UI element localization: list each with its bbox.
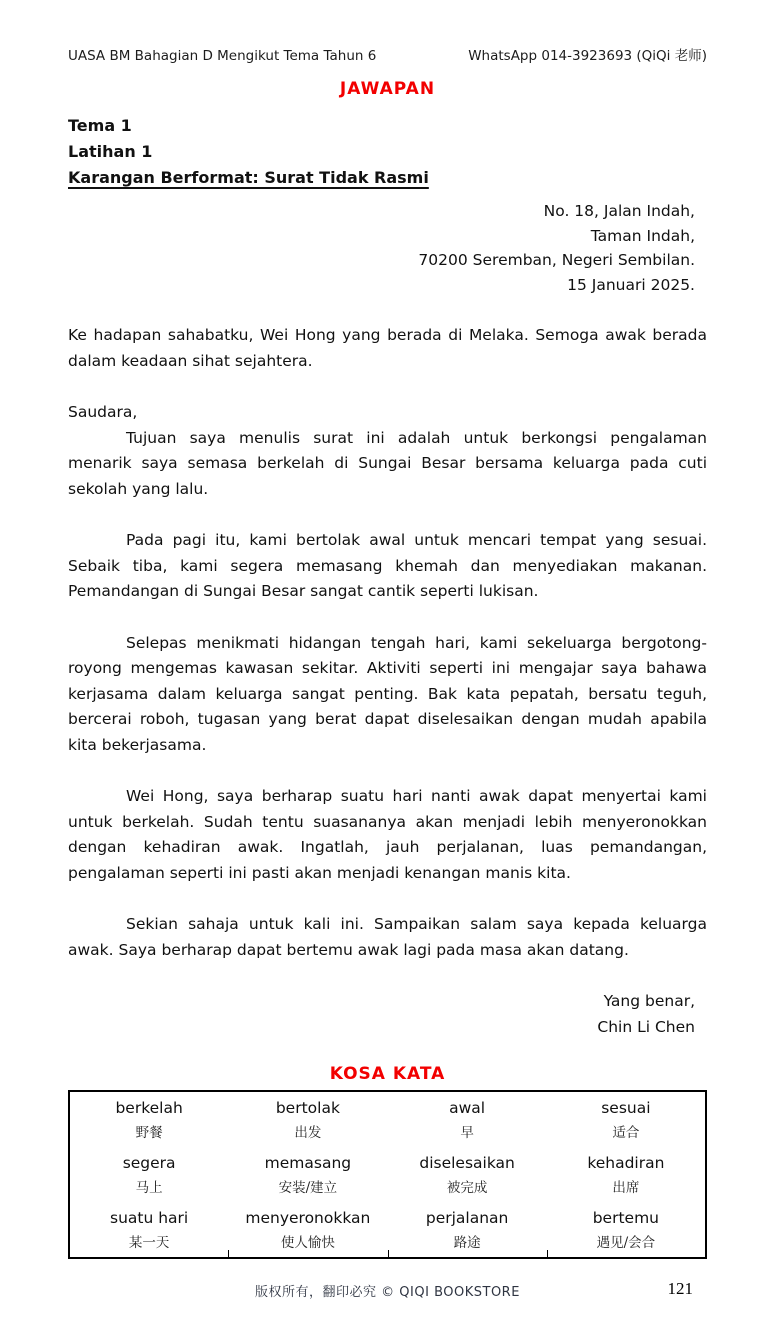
column-divider-tick: [388, 1250, 389, 1259]
latihan-heading: Latihan 1: [68, 142, 153, 161]
answer-heading: JAWAPAN: [339, 79, 436, 99]
vocab-table-wrap: [68, 1090, 707, 1259]
vocab-word: awal: [449, 1099, 486, 1117]
vocab-word: perjalanan: [425, 1209, 509, 1227]
vocab-word: bertolak: [275, 1099, 340, 1117]
vocab-word: kehadiran: [587, 1154, 665, 1172]
sender-address: [68, 199, 707, 297]
vocab-word: memasang: [264, 1154, 352, 1172]
section-headings: [68, 113, 707, 191]
page-header: [68, 44, 707, 64]
address-line: 70200 Seremban, Negeri Sembilan.: [418, 251, 695, 269]
letter-paragraph: Sekian sahaja untuk kali ini. Sampaikan salam saya kepada keluarga awak. Saya berharap dapat bertemu awak lagi pada masa akan datang.: [68, 915, 707, 959]
vocab-translation: 安装/建立: [278, 1180, 338, 1196]
table-row: [69, 1202, 706, 1227]
vocab-translation: 出发: [294, 1125, 322, 1141]
vocab-translation: 使人愉快: [280, 1235, 335, 1251]
column-divider-tick: [228, 1250, 229, 1259]
vocab-translation: 出席: [612, 1180, 640, 1196]
vocab-translation: 野餐: [135, 1125, 163, 1141]
header-left-text: UASA BM Bahagian D Mengikut Tema Tahun 6: [68, 48, 377, 64]
table-row: [69, 1147, 706, 1172]
kosa-kata-heading: KOSA KATA: [329, 1064, 446, 1084]
letter-body: [68, 323, 707, 963]
vocab-translation: 路途: [453, 1235, 481, 1251]
closing-phrase: Yang benar,: [603, 992, 695, 1010]
letter-paragraph: Wei Hong, saya berharap suatu hari nanti awak dapat menyertai kami untuk berkelah. Sudah tentu suasananya akan menjadi lebih menyeronokkan dengan kehadiran awak. Ingatlah, jauh perjalanan, luas pemandangan, pengalaman seperti ini pasti akan menjadi kenangan manis kita.: [68, 787, 707, 882]
letter-salutation: Saudara,: [68, 403, 138, 421]
vocab-translation: 某一天: [128, 1235, 170, 1251]
letter-paragraph: Pada pagi itu, kami bertolak awal untuk mencari tempat yang sesuai. Sebaik tiba, kami segera memasang khemah dan menyediakan makanan. Pemandangan di Sungai Besar sangat cantik seperti lukisan.: [68, 531, 707, 600]
vocab-word: menyeronokkan: [245, 1209, 371, 1227]
copyright-text: 版权所有，翻印必究 © QIQI BOOKSTORE: [255, 1285, 520, 1300]
tema-heading: Tema 1: [68, 116, 132, 135]
letter-paragraph: Tujuan saya menulis surat ini adalah untuk berkongsi pengalaman menarik saya semasa berkelah di Sungai Besar bersama keluarga pada cuti sekolah yang lalu.: [68, 428, 707, 498]
karangan-subtitle: Karangan Berformat: Surat Tidak Rasmi: [68, 168, 429, 187]
page-number: 121: [667, 1279, 693, 1298]
letter-opening: Ke hadapan sahabatku, Wei Hong yang berada di Melaka. Semoga awak berada dalam keadaan sihat sejahtera.: [68, 326, 707, 370]
vocab-table: [68, 1090, 707, 1259]
table-row: [69, 1091, 706, 1117]
vocab-translation: 早: [460, 1125, 474, 1141]
date-line: 15 Januari 2025.: [567, 275, 695, 294]
vocab-word: sesuai: [601, 1099, 651, 1117]
address-line: Taman Indah,: [590, 226, 695, 245]
sender-name: Chin Li Chen: [597, 1017, 695, 1036]
table-row: [69, 1117, 706, 1147]
page-footer: [68, 1281, 707, 1305]
column-divider-tick: [547, 1250, 548, 1259]
vocab-word: suatu hari: [110, 1209, 189, 1227]
vocab-word: bertemu: [592, 1209, 660, 1227]
address-line: No. 18, Jalan Indah,: [543, 202, 695, 220]
table-row: [69, 1172, 706, 1202]
vocab-translation: 被完成: [446, 1180, 488, 1196]
vocab-translation: 马上: [135, 1180, 163, 1196]
header-right-whatsapp: WhatsApp 014-3923693 (QiQi 老师): [468, 48, 707, 64]
vocab-word: segera: [122, 1154, 176, 1172]
letter-closing: [68, 989, 707, 1040]
letter-paragraph: Selepas menikmati hidangan tengah hari, kami sekeluarga bergotong-royong mengemas kawasan sekitar. Aktiviti seperti ini mengajar saya bahawa kerjasama dalam keluarga sangat penting. Bak kata pepatah, bersatu teguh, bercerai roboh, tugasan yang berat dapat diselesaikan dengan mudah apabila kita bekerjasama.: [68, 633, 707, 754]
vocab-translation: 适合: [612, 1125, 640, 1141]
vocab-word: berkelah: [115, 1099, 183, 1117]
vocab-translation: 遇见/会合: [596, 1235, 656, 1251]
vocab-word: diselesaikan: [419, 1154, 515, 1172]
